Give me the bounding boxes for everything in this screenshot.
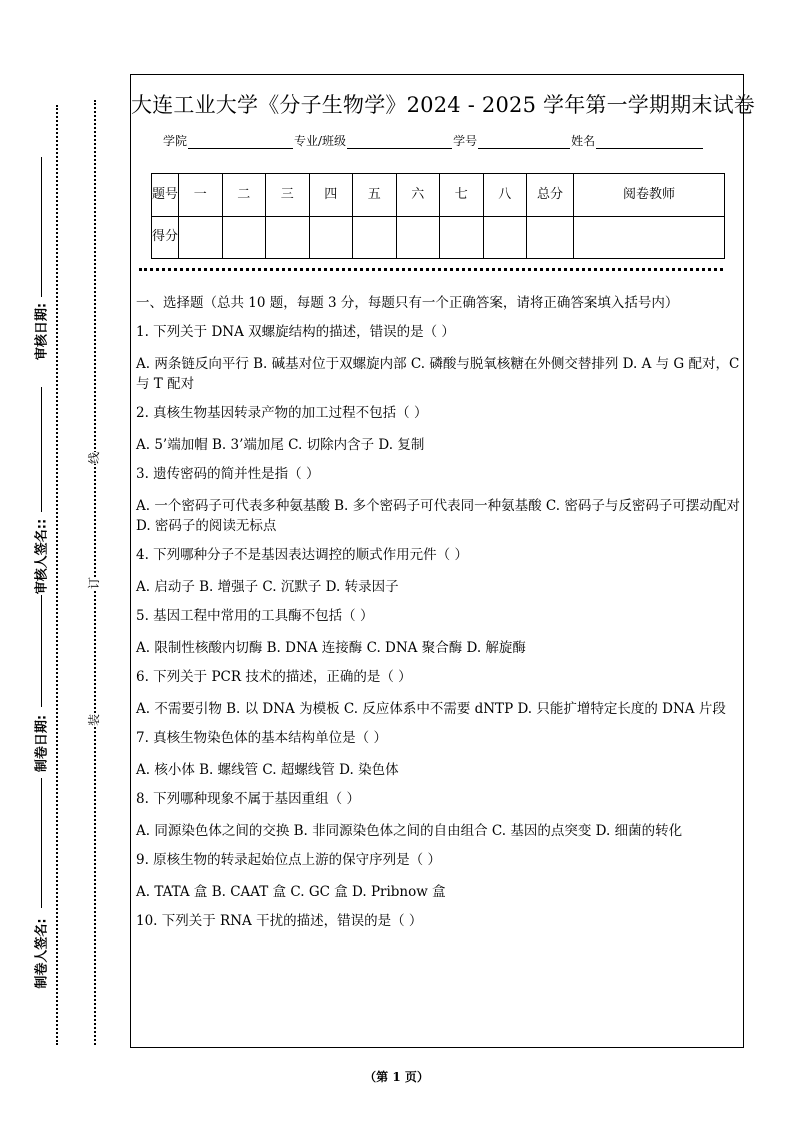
binding-dotted-line	[94, 100, 96, 1045]
question-7: 7. 真核生物染色体的基本结构单位是（ ）	[136, 730, 387, 746]
score-col-4: 四	[309, 174, 353, 217]
maker-date-label: 制卷日期:	[34, 714, 50, 773]
score-col-2: 二	[222, 174, 266, 217]
score-cell-total[interactable]	[527, 216, 574, 259]
score-cell[interactable]	[440, 216, 484, 259]
question-number-header: 题号	[152, 174, 179, 217]
student-info-row	[163, 132, 704, 149]
question-1: 1. 下列关于 DNA 双螺旋结构的描述，错误的是（ ）	[136, 324, 455, 340]
question-6: 6. 下列关于 PCR 技术的描述，正确的是（ ）	[136, 669, 412, 685]
options-1: A. 两条链反向平行 B. 碱基对位于双螺旋内部 C. 磷酸与脱氧核糖在外侧交替排列 D. A 与 G 配对，C 与 T 配对	[136, 356, 740, 392]
score-cell[interactable]	[222, 216, 266, 259]
score-col-5: 五	[353, 174, 397, 217]
binding-char-line: 线	[87, 451, 102, 465]
options-6: A. 不需要引物 B. 以 DNA 为模板 C. 反应体系中不需要 dNTP D. 只能扩增特定长度的 DNA 片段	[136, 701, 726, 717]
score-value-row	[152, 216, 725, 259]
student-id-blank[interactable]	[478, 134, 570, 149]
maker-date-line	[41, 595, 42, 707]
question-5: 5. 基因工程中常用的工具酶不包括（ ）	[136, 608, 374, 624]
options-2: A. 5’端加帽 B. 3’端加尾 C. 切除内含子 D. 复制	[136, 437, 425, 453]
question-4: 4. 下列哪种分子不是基因表达调控的顺式作用元件（ ）	[136, 547, 468, 563]
score-cell[interactable]	[353, 216, 397, 259]
dotted-separator	[139, 268, 723, 271]
score-table	[151, 173, 725, 259]
college-blank[interactable]	[188, 134, 293, 149]
options-8: A. 同源染色体之间的交换 B. 非同源染色体之间的自由组合 C. 基因的点突变 D. 细菌的转化	[136, 823, 683, 839]
binding-char-staple: 订	[87, 576, 102, 590]
question-8: 8. 下列哪种现象不属于基因重组（ ）	[136, 791, 360, 807]
binding-char-bind: 装	[87, 713, 102, 727]
score-cell[interactable]	[483, 216, 527, 259]
exam-content	[136, 293, 742, 943]
maker-signature-line	[41, 778, 42, 908]
college-label: 学院	[163, 134, 188, 148]
options-5: A. 限制性核酸内切酶 B. DNA 连接酶 C. DNA 聚合酶 D. 解旋酶	[136, 640, 526, 656]
score-header-row	[152, 174, 725, 217]
reviewer-date-line	[41, 157, 42, 297]
name-label: 姓名	[571, 134, 596, 148]
exam-title: 大连工业大学《分子生物学》2024 - 2025 学年第一学期期末试卷	[131, 93, 756, 117]
major-label: 专业/班级	[294, 134, 347, 148]
question-10: 10. 下列关于 RNA 干扰的描述，错误的是（ ）	[136, 913, 423, 929]
score-cell[interactable]	[266, 216, 310, 259]
name-blank[interactable]	[596, 134, 703, 149]
options-7: A. 核小体 B. 螺线管 C. 超螺线管 D. 染色体	[136, 762, 399, 778]
question-3: 3. 遗传密码的简并性是指（ ）	[136, 466, 320, 482]
reviewer-date-label: 审核日期:	[34, 302, 50, 361]
section-heading: 一、选择题（总共 10 题，每题 3 分，每题只有一个正确答案，请将正确答案填入括号内）	[136, 295, 679, 311]
options-9: A. TATA 盒 B. CAAT 盒 C. GC 盒 D. Pribnow 盒	[136, 884, 446, 900]
question-9: 9. 原核生物的转录起始位点上游的保守序列是（ ）	[136, 852, 441, 868]
major-blank[interactable]	[347, 134, 452, 149]
score-row-header: 得分	[152, 216, 179, 259]
score-cell[interactable]	[396, 216, 440, 259]
score-col-7: 七	[440, 174, 484, 217]
options-3: A. 一个密码子可代表多种氨基酸 B. 多个密码子可代表同一种氨基酸 C. 密码子与反密码子可摆动配对 D. 密码子的阅读无标点	[136, 498, 740, 534]
score-col-6: 六	[396, 174, 440, 217]
question-2: 2. 真核生物基因转录产物的加工过程不包括（ ）	[136, 405, 428, 421]
score-cell-grader[interactable]	[574, 216, 725, 259]
page-number: （第 1 页）	[364, 1070, 429, 1084]
inner-dotted-line	[56, 105, 58, 1045]
reviewer-signature-line	[41, 387, 42, 512]
reviewer-signature-label: 审核人签名::	[34, 518, 50, 595]
score-col-3: 三	[266, 174, 310, 217]
options-4: A. 启动子 B. 增强子 C. 沉默子 D. 转录因子	[136, 579, 399, 595]
score-col-total: 总分	[527, 174, 574, 217]
score-col-8: 八	[483, 174, 527, 217]
student-id-label: 学号	[453, 134, 478, 148]
exam-frame	[130, 74, 756, 1048]
score-cell[interactable]	[179, 216, 223, 259]
maker-signature-label: 制卷人签名:	[34, 918, 50, 989]
score-col-1: 一	[179, 174, 223, 217]
score-col-grader: 阅卷教师	[574, 174, 725, 217]
score-cell[interactable]	[309, 216, 353, 259]
